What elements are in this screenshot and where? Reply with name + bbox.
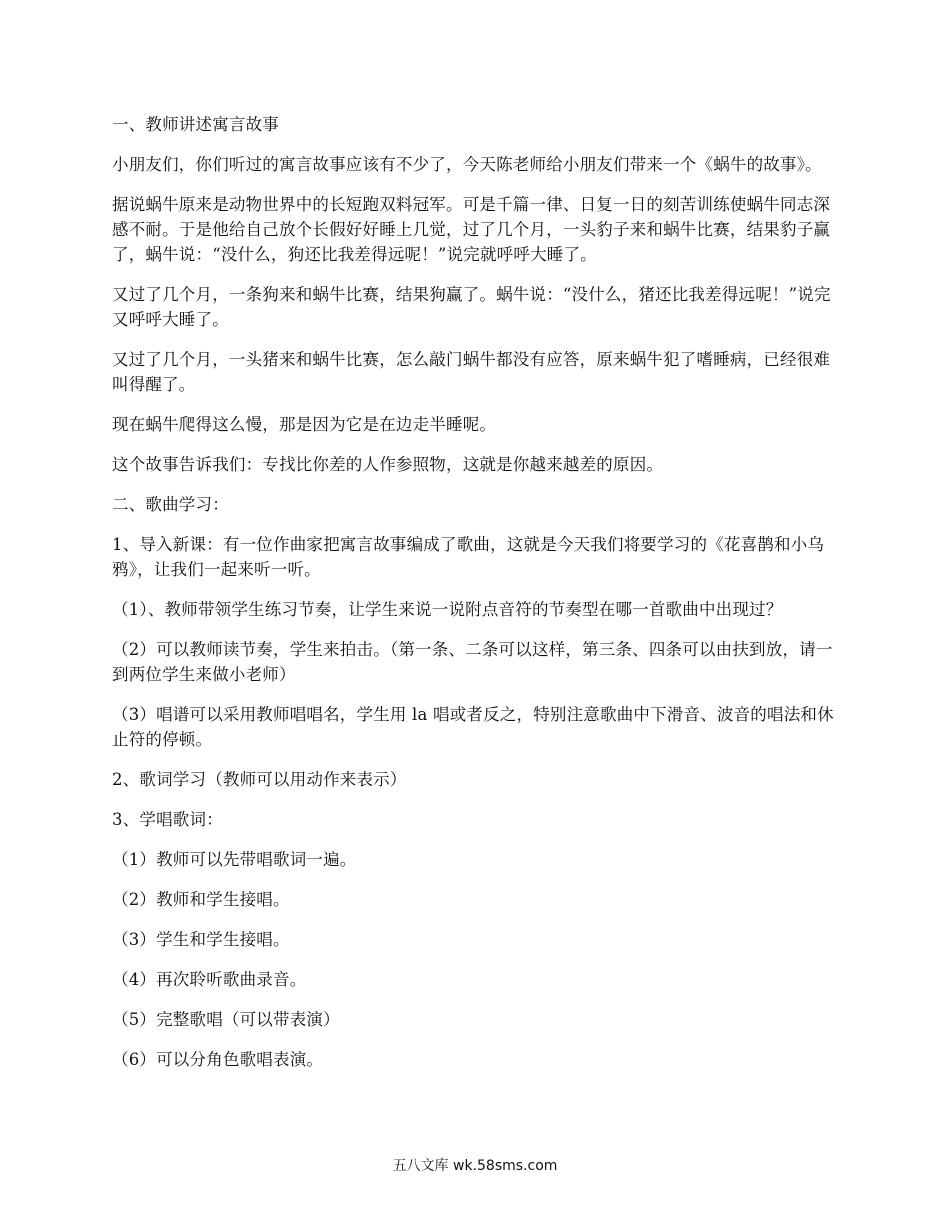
list-item-step-4: （4）再次聆听歌曲录音。 [112, 970, 307, 989]
list-item-step-1: （1）教师可以先带唱歌词一遍。 [112, 850, 357, 869]
section-heading-story: 一、教师讲述寓言故事 [112, 115, 279, 134]
document-body [112, 112, 842, 1087]
paragraph-story-3: 又过了几个月，一头猪来和蜗牛比赛，怎么敲门蜗牛都没有应答，原来蜗牛犯了嗜睡病，已经很难叫得醒了。 [112, 350, 831, 394]
paragraph-song-intro: 1、导入新课：有一位作曲家把寓言故事编成了歌曲，这就是今天我们将要学习的《花喜鹊和小乌鸦》，让我们一起来听一听。 [112, 535, 825, 579]
paragraph-rhythm-2: （2）可以教师读节奏，学生来拍击。（第一条、二条可以这样，第三条、四条可以由扶到放，请一到两位学生来做小老师） [112, 640, 833, 684]
paragraph-moral: 这个故事告诉我们：专找比你差的人作参照物，这就是你越来越差的原因。 [112, 455, 664, 474]
list-item-step-6: （6）可以分角色歌唱表演。 [112, 1050, 324, 1069]
paragraph-intro: 小朋友们，你们听过的寓言故事应该有不少了，今天陈老师给小朋友们带来一个《蜗牛的故事》。 [112, 155, 822, 174]
list-item-step-3: （3）学生和学生接唱。 [112, 930, 290, 949]
list-item-step-5: （5）完整歌唱（可以带表演） [112, 1010, 340, 1029]
list-item-step-2: （2）教师和学生接唱。 [112, 890, 290, 909]
paragraph-rhythm-1: （1）、教师带领学生练习节奏，让学生来说一说附点音符的节奏型在哪一首歌曲中出现过？ [112, 600, 783, 619]
paragraph-story-2: 又过了几个月，一条狗来和蜗牛比赛，结果狗赢了。蜗牛说：“没什么，猪还比我差得远呢！”说完又呼呼大睡了。 [112, 285, 831, 329]
section-heading-song: 二、歌曲学习： [112, 495, 229, 514]
paragraph-lyrics-sing: 3、学唱歌词： [112, 810, 223, 829]
paragraph-story-4: 现在蜗牛爬得这么慢，那是因为它是在边走半睡呢。 [112, 415, 497, 434]
paragraph-lyrics-study: 2、歌词学习（教师可以用动作来表示） [112, 770, 407, 789]
page-footer: 五八文库 wk.58sms.com [392, 1158, 558, 1174]
paragraph-rhythm-3: （3）唱谱可以采用教师唱唱名，学生用 la 唱或者反之，特别注意歌曲中下滑音、波音的唱法和休止符的停顿。 [112, 705, 834, 749]
paragraph-story-1: 据说蜗牛原来是动物世界中的长短跑双料冠军。可是千篇一律、日复一日的刻苦训练使蜗牛同志深感不耐。于是他给自己放个长假好好睡上几觉，过了几个月，一头豹子来和蜗牛比赛，结果豹子赢了，蜗牛说：“没什么，狗还比我差得远呢！”说完就呼呼大睡了。 [112, 195, 831, 264]
